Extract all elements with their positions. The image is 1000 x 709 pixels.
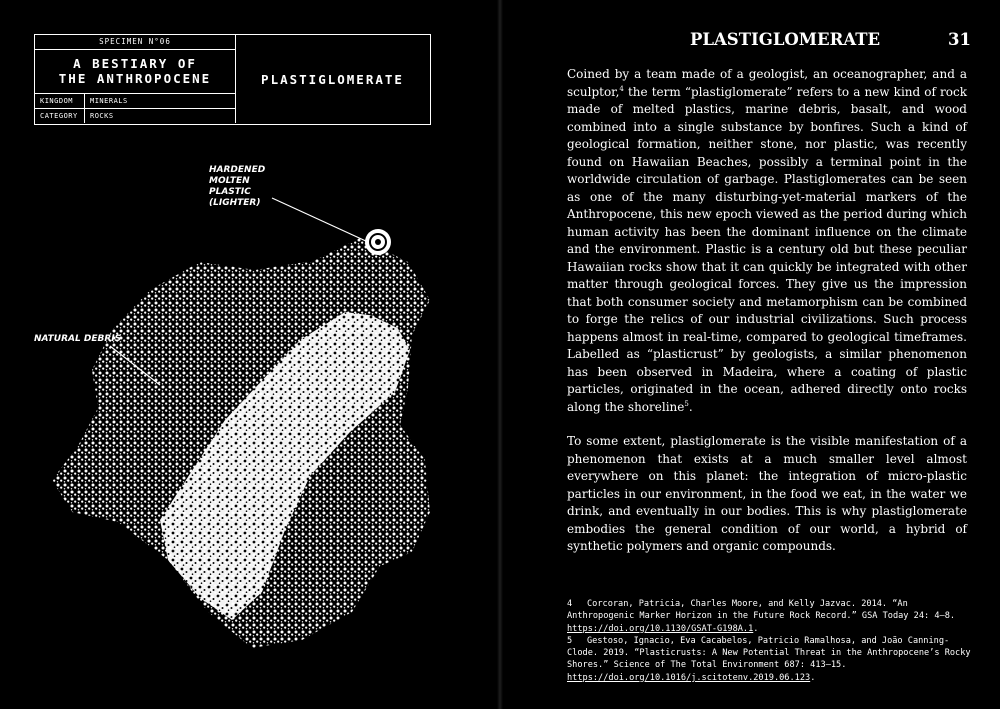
bestiary-title-line-2: THE ANTHROPOCENE: [58, 71, 212, 86]
category-label: CATEGORY: [35, 109, 85, 123]
footnote-text: Gestoso, Ignacio, Eva Cacabelos, Patricio Ramalhosa, and João Canning-Clode. 2019. “Plasticrusts: A New Potential Threat in the Anthropocene’s Rocky Shores.” Science of The Total Environment 687: 413–15.: [567, 635, 971, 671]
footnote-5: [567, 635, 977, 684]
kingdom-label: KINGDOM: [35, 94, 85, 108]
shell-icon: [365, 229, 391, 255]
body-text: [567, 66, 967, 556]
footnote-end: .: [810, 672, 816, 683]
paragraph-2: To some extent, plastiglomerate is the visible manifestation of a phenomenon that exists at a much smaller level almost everywhere on this planet: the integration of micro-plastic particles in our environment, in the food we eat, in the water we drink, and eventually in our bodies. This is why plastiglomerate embodies the general condition of our world, a hybrid of synthetic polymers and organic compounds.: [567, 434, 967, 553]
hardened-plastic-pointer: [272, 198, 368, 242]
annotation-line: MOLTEN: [209, 176, 250, 186]
kingdom-value: MINERALS: [90, 97, 128, 105]
footnote-4: [567, 598, 977, 635]
right-page: [503, 0, 1000, 709]
hardened-plastic-annotation: [209, 165, 279, 209]
running-title: PLASTIGLOMERATE: [690, 30, 881, 49]
rock-illustration: [0, 0, 497, 709]
left-page: [0, 0, 497, 709]
bestiary-title-line-1: A BESTIARY OF: [73, 56, 197, 71]
footnote-end: .: [753, 623, 759, 634]
specimen-number: SPECIMEN N°06: [35, 35, 235, 50]
natural-debris-annotation: NATURAL DEBRIS: [34, 334, 122, 344]
paragraph-1-text-c: .: [688, 399, 693, 414]
footnote-link[interactable]: https://doi.org/10.1130/GSAT-G198A.1: [567, 623, 754, 634]
footnote-ref-5: 5: [684, 399, 689, 408]
footnote-text: Corcoran, Patricia, Charles Moore, and Kelly Jazvac. 2014. “An Anthropogenic Marker Horizon in the Future Rock Record.” GSA Today 24: 4–8.: [567, 599, 956, 622]
category-value: ROCKS: [90, 112, 114, 120]
annotation-line: HARDENED: [209, 165, 266, 175]
footnote-ref-4: 4: [619, 84, 624, 93]
paragraph-1-text-b: the term “plastiglomerate” refers to a new kind of rock made of melted plastics, marine debris, basalt, and wood combined into a single substance by bonfires. Such a kind of geological formation, neither stone, nor plastic, was recently found on Hawaiian Beaches, possibly a terminal point in the worldwide circulation of garbage. Plastiglomerates can be seen as one of the many disturbing-yet-material markers of the Anthropocene, this new epoch viewed as the period during which human activity has been the dominant influence on the climate and the environment. Plastic is a century old but these peculiar Hawaiian rocks show that it can quickly be integrated with other matter through geological forces. They give us the impression that both consumer society and metamorphism can be combined to forge the relics of our industrial civilizations. Such process happens almost in real-time, compared to geological timeframes. Labelled as “plasticrust” by geologists, a similar phenomenon has been observed in Madeira, where a coating of plastic particles, originated in the ocean, adhered directly onto rocks along the shoreline: [567, 84, 967, 414]
footnote-number: 5: [567, 635, 573, 646]
paragraph-1-text-a: Coined by a team made of a geologist, an oceanographer, and a sculptor,: [567, 67, 967, 99]
specimen-name: PLASTIGLOMERATE: [261, 71, 404, 87]
paragraph-1: [567, 66, 967, 416]
annotation-line: PLASTIC: [209, 187, 251, 197]
footnote-number: 4: [567, 599, 573, 609]
footnote-link[interactable]: https://doi.org/10.1016/j.scitotenv.2019.06.123: [567, 672, 811, 683]
footnotes: [567, 598, 977, 684]
annotation-line: (LIGHTER): [209, 198, 261, 208]
page-number: 31: [948, 30, 971, 49]
